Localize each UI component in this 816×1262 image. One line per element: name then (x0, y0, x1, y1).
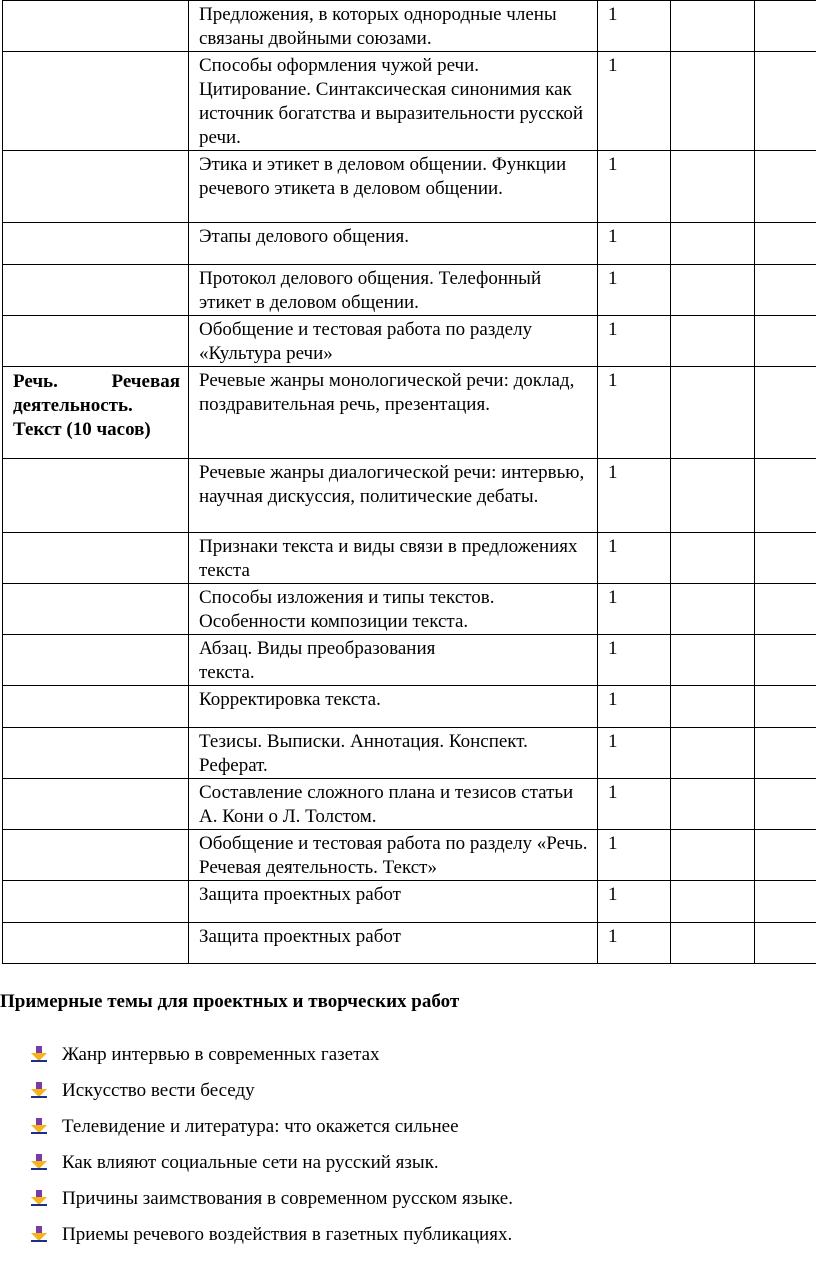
topic-cell: Корректировка текста. (189, 686, 598, 728)
section-cell (3, 52, 189, 151)
table-row (3, 881, 816, 923)
hours-cell: 1 (598, 584, 671, 635)
empty-cell (755, 1, 816, 52)
hours-cell: 1 (598, 779, 671, 830)
empty-cell (671, 923, 755, 964)
projects-title: Примерные темы для проектных и творческих работ (0, 991, 460, 1012)
hours-cell: 1 (598, 151, 671, 223)
empty-cell (755, 923, 816, 964)
list-item (30, 1150, 513, 1186)
section-cell (3, 533, 189, 584)
list-item-text: Как влияют социальные сети на русский язык. (62, 1152, 439, 1173)
empty-cell (671, 265, 755, 316)
table-row (3, 923, 816, 964)
empty-cell (671, 635, 755, 686)
empty-cell (755, 316, 816, 367)
empty-cell (671, 584, 755, 635)
hours-cell: 1 (598, 52, 671, 151)
hours-cell: 1 (598, 1, 671, 52)
empty-cell (755, 151, 816, 223)
down-arrow-bullet-icon (30, 1081, 48, 1099)
topic-cell: Способы оформления чужой речи. Цитирование. Синтаксическая синонимия как источник богатства и выразительности русской речи. (189, 52, 598, 151)
list-item-text: Причины заимствования в современном русском языке. (62, 1188, 513, 1209)
empty-cell (755, 584, 816, 635)
topic-cell: Абзац. Виды преобразования текста. (189, 635, 598, 686)
table-row (3, 1, 816, 52)
section-label: Речь. Речевая деятельность. Текст (10 часов) (13, 371, 180, 440)
section-cell (3, 367, 189, 459)
empty-cell (671, 686, 755, 728)
topic-cell: Способы изложения и типы текстов. Особенности композиции текста. (189, 584, 598, 635)
section-cell (3, 584, 189, 635)
section-cell (3, 830, 189, 881)
empty-cell (671, 533, 755, 584)
section-cell (3, 686, 189, 728)
list-item (30, 1114, 513, 1150)
topic-cell: Этапы делового общения. (189, 223, 598, 265)
table-row (3, 52, 816, 151)
table-row (3, 223, 816, 265)
table-row (3, 584, 816, 635)
empty-cell (755, 459, 816, 533)
list-item-text: Искусство вести беседу (62, 1080, 255, 1101)
hours-cell: 1 (598, 316, 671, 367)
list-item (30, 1078, 513, 1114)
topic-cell: Тезисы. Выписки. Аннотация. Конспект. Реферат. (189, 728, 598, 779)
empty-cell (671, 881, 755, 923)
empty-cell (755, 635, 816, 686)
down-arrow-bullet-icon (30, 1153, 48, 1171)
hours-cell: 1 (598, 265, 671, 316)
hours-cell: 1 (598, 728, 671, 779)
topic-cell: Протокол делового общения. Телефонный этикет в деловом общении. (189, 265, 598, 316)
empty-cell (755, 52, 816, 151)
table-row (3, 779, 816, 830)
down-arrow-bullet-icon (30, 1045, 48, 1063)
table-row (3, 367, 816, 459)
empty-cell (671, 316, 755, 367)
empty-cell (755, 686, 816, 728)
list-item-text: Телевидение и литература: что окажется сильнее (62, 1116, 459, 1137)
empty-cell (671, 728, 755, 779)
table-row (3, 533, 816, 584)
table-row (3, 316, 816, 367)
hours-cell: 1 (598, 533, 671, 584)
list-item-text: Жанр интервью в современных газетах (62, 1044, 380, 1065)
section-cell (3, 923, 189, 964)
topic-cell: Признаки текста и виды связи в предложениях текста (189, 533, 598, 584)
list-item (30, 1042, 513, 1078)
empty-cell (671, 459, 755, 533)
empty-cell (755, 265, 816, 316)
section-cell (3, 265, 189, 316)
project-topics-list (30, 1042, 513, 1258)
topic-cell: Составление сложного плана и тезисов статьи А. Кони о Л. Толстом. (189, 779, 598, 830)
empty-cell (755, 830, 816, 881)
list-item (30, 1186, 513, 1222)
table-row (3, 151, 816, 223)
table-row (3, 265, 816, 316)
down-arrow-bullet-icon (30, 1225, 48, 1243)
topic-cell: Предложения, в которых однородные члены связаны двойными союзами. (189, 1, 598, 52)
section-cell (3, 881, 189, 923)
table-row (3, 728, 816, 779)
topic-cell: Защита проектных работ (189, 923, 598, 964)
empty-cell (671, 367, 755, 459)
hours-cell: 1 (598, 830, 671, 881)
hours-cell: 1 (598, 923, 671, 964)
empty-cell (671, 1, 755, 52)
empty-cell (755, 223, 816, 265)
empty-cell (671, 52, 755, 151)
section-cell (3, 459, 189, 533)
section-cell (3, 316, 189, 367)
topic-cell: Защита проектных работ (189, 881, 598, 923)
empty-cell (671, 779, 755, 830)
section-cell (3, 779, 189, 830)
down-arrow-bullet-icon (30, 1189, 48, 1207)
empty-cell (755, 367, 816, 459)
table-row (3, 635, 816, 686)
empty-cell (671, 830, 755, 881)
hours-cell: 1 (598, 635, 671, 686)
hours-cell: 1 (598, 223, 671, 265)
topic-cell: Речевые жанры диалогической речи: интервью, научная дискуссия, политические дебаты. (189, 459, 598, 533)
list-item-text: Приемы речевого воздействия в газетных публикациях. (62, 1224, 513, 1245)
topic-cell: Этика и этикет в деловом общении. Функции речевого этикета в деловом общении. (189, 151, 598, 223)
down-arrow-bullet-icon (30, 1117, 48, 1135)
empty-cell (755, 728, 816, 779)
empty-cell (671, 223, 755, 265)
empty-cell (755, 779, 816, 830)
empty-cell (755, 533, 816, 584)
topic-cell: Обобщение и тестовая работа по разделу «Речь. Речевая деятельность. Текст» (189, 830, 598, 881)
section-cell (3, 1, 189, 52)
table-row (3, 686, 816, 728)
section-cell (3, 151, 189, 223)
hours-cell: 1 (598, 881, 671, 923)
section-cell (3, 223, 189, 265)
list-item (30, 1222, 513, 1258)
table-row (3, 459, 816, 533)
topic-cell: Речевые жанры монологической речи: доклад, поздравительная речь, презентация. (189, 367, 598, 459)
hours-cell: 1 (598, 367, 671, 459)
section-cell (3, 728, 189, 779)
empty-cell (671, 151, 755, 223)
topic-cell: Обобщение и тестовая работа по разделу «Культура речи» (189, 316, 598, 367)
section-cell (3, 635, 189, 686)
hours-cell: 1 (598, 459, 671, 533)
table-row (3, 830, 816, 881)
curriculum-table (2, 0, 816, 964)
empty-cell (755, 881, 816, 923)
hours-cell: 1 (598, 686, 671, 728)
